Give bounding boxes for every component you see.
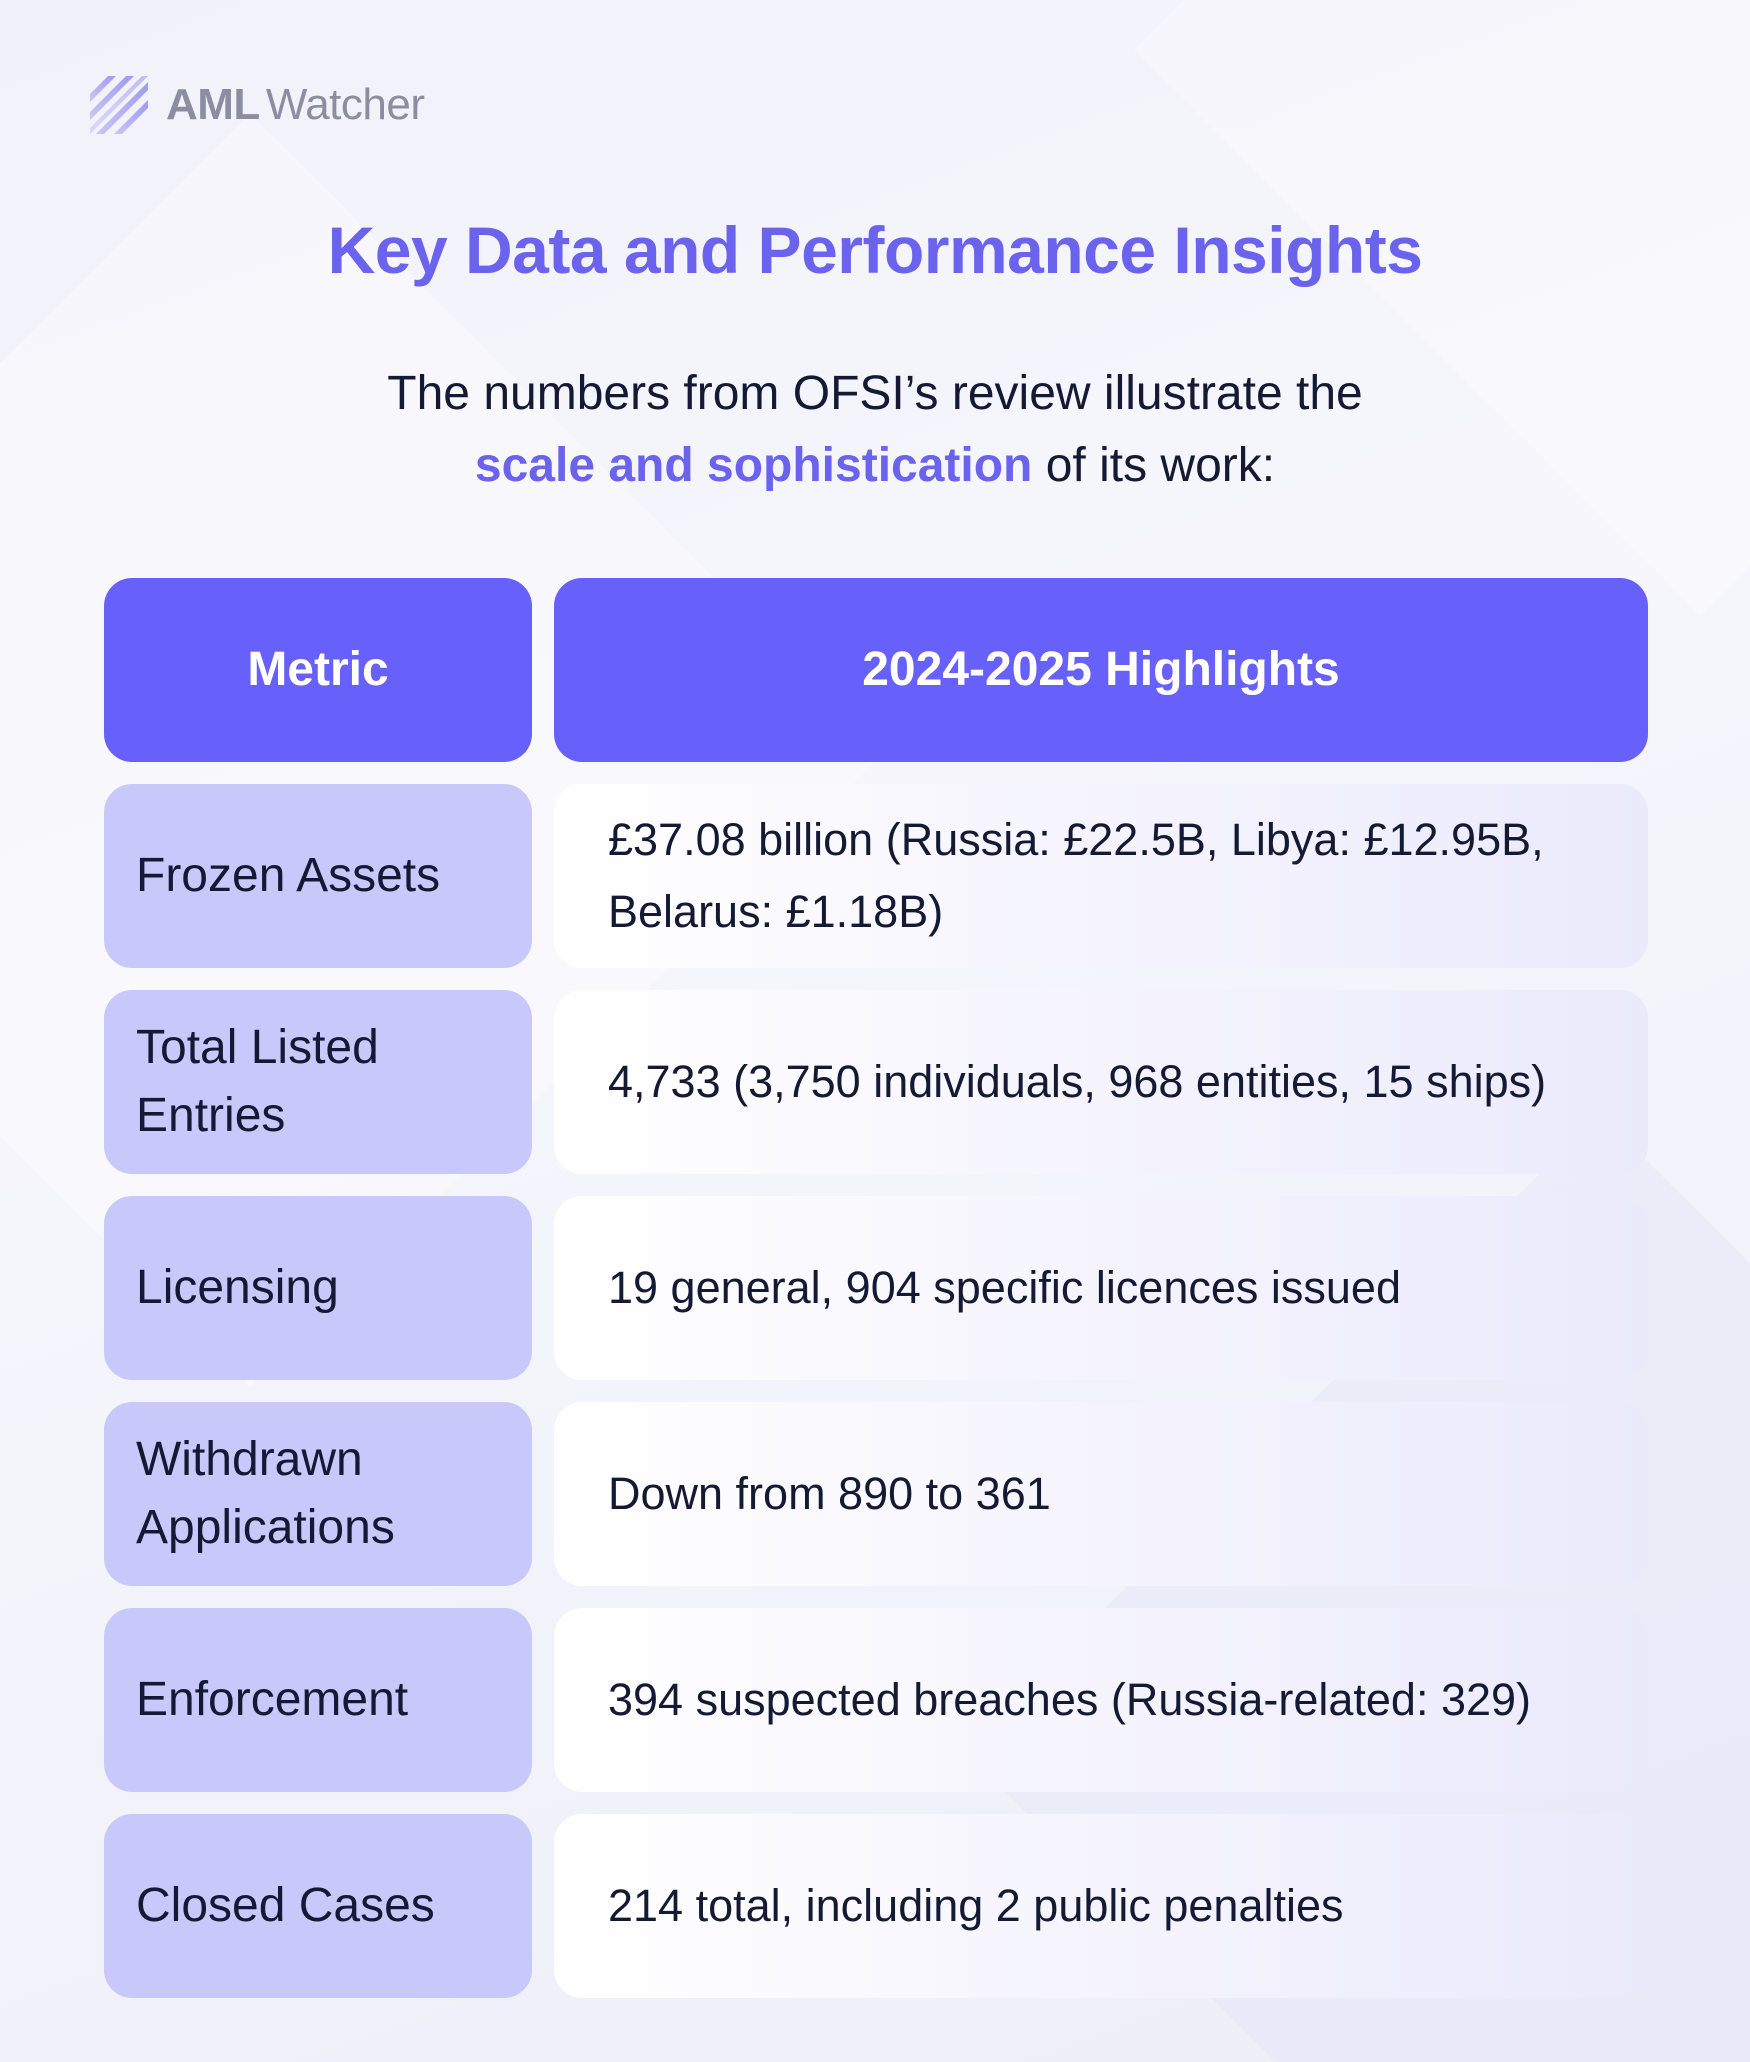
metric-cell: Withdrawn Applications: [104, 1402, 532, 1586]
table-header-row: [104, 578, 1648, 762]
header-highlights: 2024-2025 Highlights: [554, 578, 1648, 762]
highlight-cell: 394 suspected breaches (Russia-related: 329): [554, 1608, 1648, 1792]
header-metric: Metric: [104, 578, 532, 762]
highlight-cell: 19 general, 904 specific licences issued: [554, 1196, 1648, 1380]
table-row: [104, 1196, 1648, 1380]
metric-cell: Closed Cases: [104, 1814, 532, 1998]
page-subtitle: [0, 358, 1750, 502]
highlight-cell: Down from 890 to 361: [554, 1402, 1648, 1586]
highlight-cell: 4,733 (3,750 individuals, 968 entities, 15 ships): [554, 990, 1648, 1174]
table-row: [104, 784, 1648, 968]
metric-cell: Enforcement: [104, 1608, 532, 1792]
metric-cell: Frozen Assets: [104, 784, 532, 968]
table-row: [104, 1608, 1648, 1792]
subtitle-highlight: scale and sophistication: [474, 439, 1033, 492]
highlight-cell: 214 total, including 2 public penalties: [554, 1814, 1648, 1998]
brand-logo: [90, 76, 425, 134]
diagonal-stripes-logo-icon: [90, 76, 148, 134]
subtitle-line1: The numbers from OFSI’s review illustrate the: [387, 367, 1363, 420]
subtitle-line2: of its work:: [1032, 439, 1276, 492]
metric-cell: Licensing: [104, 1196, 532, 1380]
highlight-cell: £37.08 billion (Russia: £22.5B, Libya: £12.95B, Belarus: £1.18B): [554, 784, 1648, 968]
table-row: [104, 990, 1648, 1174]
metric-cell: Total Listed Entries: [104, 990, 532, 1174]
brand-name: AML Watcher: [166, 80, 425, 129]
page-title: Key Data and Performance Insights: [327, 213, 1423, 287]
table-row: [104, 1814, 1648, 1998]
table-row: [104, 1402, 1648, 1586]
highlights-table: [104, 578, 1648, 2020]
background-shape: [1134, 0, 1750, 616]
